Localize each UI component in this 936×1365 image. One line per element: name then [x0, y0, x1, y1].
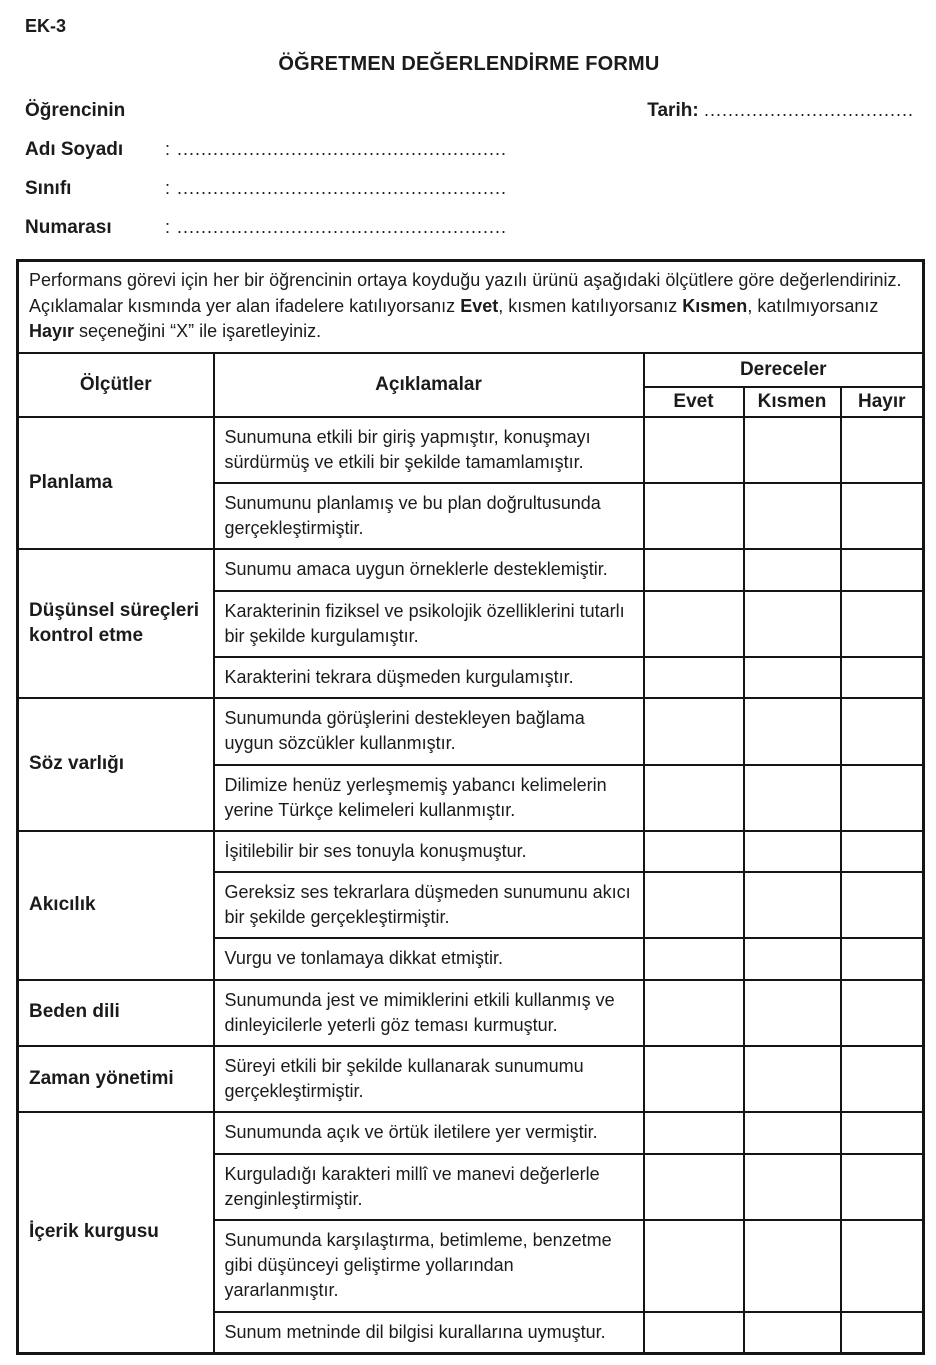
- description-cell: Sunumunu planlamış ve bu plan doğrultusunda gerçekleştirmiştir.: [214, 483, 644, 549]
- column-header-ratings: Dereceler: [644, 353, 924, 387]
- rating-cell-evet[interactable]: [644, 1220, 744, 1312]
- rating-cell-hayir[interactable]: [841, 549, 924, 590]
- rating-cell-evet[interactable]: [644, 1154, 744, 1220]
- rating-cell-kismen[interactable]: [744, 1112, 841, 1153]
- rating-cell-kismen[interactable]: [744, 591, 841, 657]
- rating-cell-kismen[interactable]: [744, 549, 841, 590]
- rating-cell-evet[interactable]: [644, 1312, 744, 1354]
- criterion-cell: Beden dili: [18, 980, 214, 1046]
- rating-cell-evet[interactable]: [644, 417, 744, 483]
- rating-cell-kismen[interactable]: [744, 698, 841, 764]
- rating-cell-evet[interactable]: [644, 831, 744, 872]
- rating-cell-kismen[interactable]: [744, 980, 841, 1046]
- table-row: [18, 353, 924, 387]
- student-field-row: [25, 217, 922, 239]
- rating-cell-evet[interactable]: [644, 1112, 744, 1153]
- description-cell: Gereksiz ses tekrarlara düşmeden sunumunu akıcı bir şekilde gerçekleştirmiştir.: [214, 872, 644, 938]
- date-label: Tarih:: [647, 100, 699, 121]
- rating-cell-hayir[interactable]: [841, 831, 924, 872]
- rating-cell-hayir[interactable]: [841, 591, 924, 657]
- instruction-text: , kısmen katılıyorsanız: [498, 295, 683, 316]
- date-field[interactable]: [647, 100, 914, 122]
- description-cell: İşitilebilir bir ses tonuyla konuşmuştur.: [214, 831, 644, 872]
- description-cell: Sunum metninde dil bilgisi kurallarına uymuştur.: [214, 1312, 644, 1354]
- column-header-kismen: Kısmen: [744, 387, 841, 417]
- rating-cell-hayir[interactable]: [841, 1112, 924, 1153]
- student-info-header: [25, 100, 914, 122]
- rating-cell-hayir[interactable]: [841, 765, 924, 831]
- description-cell: Kurguladığı karakteri millî ve manevi değerlerle zenginleştirmiştir.: [214, 1154, 644, 1220]
- criterion-cell: Söz varlığı: [18, 698, 214, 831]
- rating-cell-evet[interactable]: [644, 1046, 744, 1112]
- criterion-cell: Planlama: [18, 417, 214, 550]
- table-row: [18, 1046, 924, 1112]
- rating-cell-evet[interactable]: [644, 698, 744, 764]
- rating-cell-hayir[interactable]: [841, 698, 924, 764]
- table-row: [18, 261, 924, 353]
- description-cell: Karakterinin fiziksel ve psikolojik özelliklerini tutarlı bir şekilde kurgulamıştır.: [214, 591, 644, 657]
- rating-cell-kismen[interactable]: [744, 1312, 841, 1354]
- rating-cell-hayir[interactable]: [841, 1220, 924, 1312]
- rating-cell-kismen[interactable]: [744, 938, 841, 979]
- rating-cell-hayir[interactable]: [841, 657, 924, 698]
- rating-cell-hayir[interactable]: [841, 980, 924, 1046]
- criterion-cell: Zaman yönetimi: [18, 1046, 214, 1112]
- description-cell: Vurgu ve tonlamaya dikkat etmiştir.: [214, 938, 644, 979]
- field-fill-line[interactable]: : .......................................................: [165, 217, 508, 237]
- rating-cell-evet[interactable]: [644, 657, 744, 698]
- column-header-hayir: Hayır: [841, 387, 924, 417]
- table-row: [18, 831, 924, 872]
- criterion-cell: Akıcılık: [18, 831, 214, 980]
- rating-cell-evet[interactable]: [644, 591, 744, 657]
- instruction-text: seçeneğini “X” ile işaretleyiniz.: [74, 321, 322, 342]
- table-row: [18, 1112, 924, 1153]
- student-section-label: Öğrencinin: [25, 100, 126, 121]
- rating-cell-hayir[interactable]: [841, 483, 924, 549]
- table-row: [18, 417, 924, 483]
- instruction-emphasis: Kısmen: [682, 295, 748, 316]
- table-row: [18, 549, 924, 590]
- instruction-emphasis: Hayır: [29, 321, 75, 342]
- rating-cell-kismen[interactable]: [744, 831, 841, 872]
- rating-cell-kismen[interactable]: [744, 1046, 841, 1112]
- rating-cell-evet[interactable]: [644, 765, 744, 831]
- rating-cell-kismen[interactable]: [744, 657, 841, 698]
- rating-cell-hayir[interactable]: [841, 417, 924, 483]
- instruction-text: Performans görevi için her bir öğrencinin ortaya koyduğu yazılı ürünü aşağıdaki ölçütlere göre değerlendiriniz. Açıklamalar kısmında yer alan ifadelere katılıyorsanız: [29, 270, 902, 316]
- rating-cell-kismen[interactable]: [744, 1154, 841, 1220]
- rating-cell-evet[interactable]: [644, 938, 744, 979]
- evaluation-table: [16, 259, 925, 1355]
- description-cell: Dilimize henüz yerleşmemiş yabancı kelimelerin yerine Türkçe kelimeleri kullanmıştır.: [214, 765, 644, 831]
- rating-cell-kismen[interactable]: [744, 483, 841, 549]
- description-cell: Süreyi etkili bir şekilde kullanarak sunumumu gerçekleştirmiştir.: [214, 1046, 644, 1112]
- rating-cell-hayir[interactable]: [841, 1312, 924, 1354]
- rating-cell-kismen[interactable]: [744, 417, 841, 483]
- field-label: Numarası: [25, 217, 112, 238]
- description-cell: Sunumu amaca uygun örneklerle desteklemiştir.: [214, 549, 644, 590]
- rating-cell-evet[interactable]: [644, 483, 744, 549]
- table-row: [18, 698, 924, 764]
- column-header-evet: Evet: [644, 387, 744, 417]
- description-cell: Sunumuna etkili bir giriş yapmıştır, konuşmayı sürdürmüş ve etkili bir şekilde tamamlamıştır.: [214, 417, 644, 483]
- page-title: ÖĞRETMEN DEĞERLENDİRME FORMU: [278, 53, 660, 75]
- rating-cell-kismen[interactable]: [744, 1220, 841, 1312]
- description-cell: Sunumunda görüşlerini destekleyen bağlama uygun sözcükler kullanmıştır.: [214, 698, 644, 764]
- description-cell: Sunumunda jest ve mimiklerini etkili kullanmış ve dinleyicilerle yeterli göz teması kurmuştur.: [214, 980, 644, 1046]
- rating-cell-hayir[interactable]: [841, 1046, 924, 1112]
- student-fields: [25, 139, 922, 239]
- field-label: Adı Soyadı: [25, 139, 124, 160]
- field-fill-line[interactable]: : .......................................................: [165, 139, 508, 159]
- rating-cell-hayir[interactable]: [841, 872, 924, 938]
- rating-cell-kismen[interactable]: [744, 765, 841, 831]
- table-row: [18, 980, 924, 1046]
- column-header-criteria: Ölçütler: [18, 353, 214, 417]
- instruction-emphasis: Evet: [460, 295, 499, 316]
- rating-cell-evet[interactable]: [644, 872, 744, 938]
- description-cell: Sunumunda açık ve örtük iletilere yer vermiştir.: [214, 1112, 644, 1153]
- attachment-label: EK-3: [25, 16, 67, 36]
- table-instructions: [18, 261, 924, 353]
- criterion-cell: İçerik kurgusu: [18, 1112, 214, 1353]
- rating-cell-evet[interactable]: [644, 549, 744, 590]
- rating-cell-evet[interactable]: [644, 980, 744, 1046]
- field-label: Sınıfı: [25, 178, 72, 199]
- criterion-cell: Düşünsel süreçleri kontrol etme: [18, 549, 214, 698]
- field-fill-line[interactable]: : .......................................................: [165, 178, 508, 198]
- rating-cell-kismen[interactable]: [744, 872, 841, 938]
- instruction-text: , katılmıyorsanız: [747, 295, 879, 316]
- student-field-row: [25, 139, 922, 161]
- rating-cell-hayir[interactable]: [841, 1154, 924, 1220]
- description-cell: Sunumunda karşılaştırma, betimleme, benzetme gibi düşünceyi geliştirme yollarından yararlanmıştır.: [214, 1220, 644, 1312]
- date-fill-line[interactable]: ...................................: [703, 100, 914, 120]
- rating-cell-hayir[interactable]: [841, 938, 924, 979]
- column-header-descriptions: Açıklamalar: [214, 353, 644, 417]
- description-cell: Karakterini tekrara düşmeden kurgulamıştır.: [214, 657, 644, 698]
- student-field-row: [25, 178, 922, 200]
